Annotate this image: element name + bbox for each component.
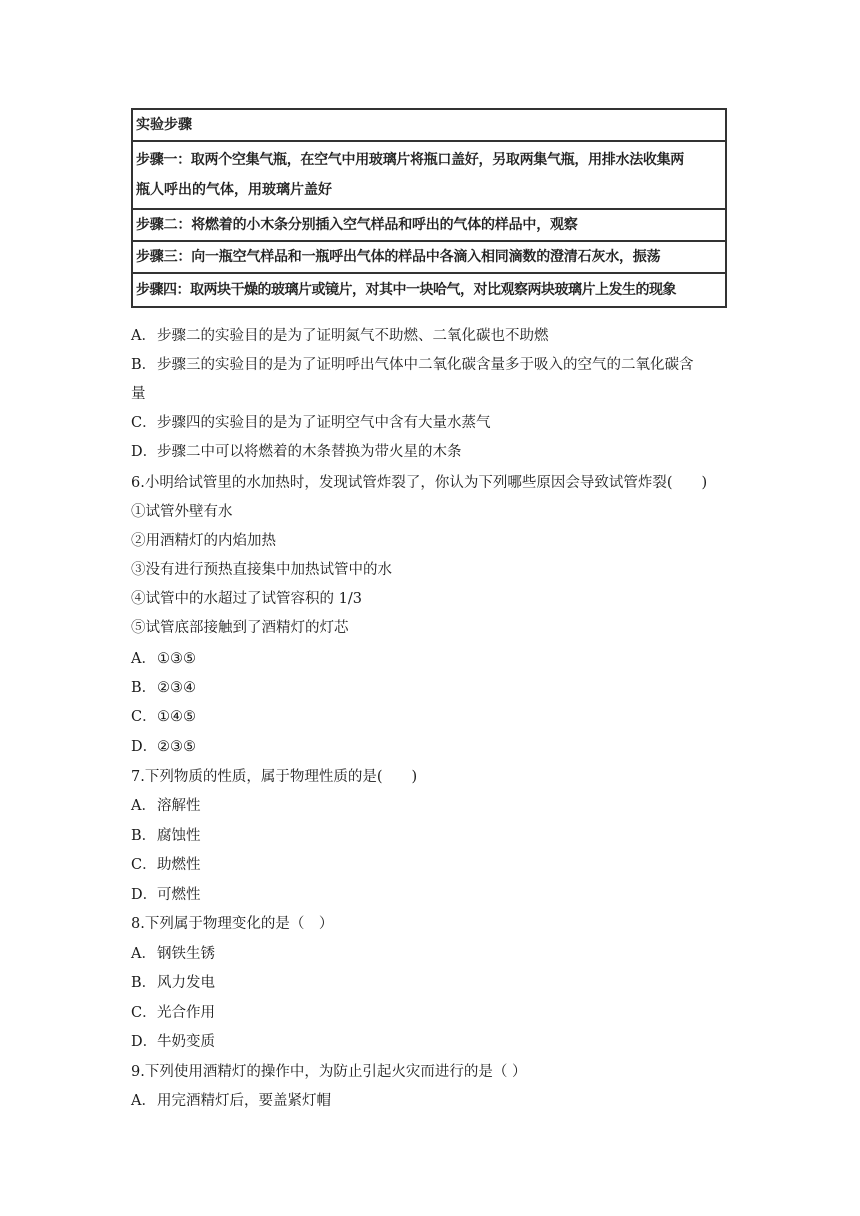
option-text: ②③④ [157,680,196,696]
option-letter: C． [131,1005,157,1021]
q9-stem: 9.下列使用酒精灯的操作中，为防止引起火灾而进行的是（ ） [131,1064,527,1080]
table-row [132,241,726,273]
option-letter: D． [131,739,158,755]
option-letter: A． [131,328,156,344]
experiment-steps-table [131,108,727,308]
step4-cell: 步骤四：取两块干燥的玻璃片或镜片，对其中一块哈气，对比观察两块玻璃片上发生的现象 [132,273,726,307]
q6-reason-3: ③没有进行预热直接集中加热试管中的水 [131,562,392,578]
option-text: 步骤三的实验目的是为了证明呼出气体中二氧化碳含量多于吸入的空气的二氧化碳含 [157,357,694,373]
option-letter: A． [131,946,156,962]
option-letter: B． [131,680,157,696]
option-letter: A． [131,651,156,667]
option-text: 步骤二的实验目的是为了证明氮气不助燃、二氧化碳也不助燃 [157,328,549,344]
step1-line1: 步骤一：取两个空集气瓶，在空气中用玻璃片将瓶口盖好，另取两集气瓶，用排水法收集两 [136,152,684,168]
q6-option-a [131,649,741,669]
q8-option-b [131,973,741,993]
option-text: 步骤四的实验目的是为了证明空气中含有大量水蒸气 [157,415,491,431]
q8-option-a [131,944,741,964]
q9-option-a [131,1091,741,1111]
option-text: 风力发电 [157,975,215,991]
option-letter: D． [131,1034,158,1050]
option-text: 钢铁生锈 [157,946,215,962]
option-text: 牛奶变质 [157,1034,215,1050]
q5-option-a [131,326,741,346]
option-letter: D． [131,887,158,903]
table-row [132,141,726,209]
option-text: 腐蚀性 [157,828,201,844]
option-letter: A． [131,798,156,814]
q7-option-d [131,885,741,905]
q6-reason-1: ①试管外壁有水 [131,504,233,520]
option-text: 溶解性 [157,798,201,814]
step3-cell: 步骤三：向一瓶空气样品和一瓶呼出气体的样品中各滴入相同滴数的澄清石灰水，振荡 [132,241,726,273]
q7-stem: 7.下列物质的性质，属于物理性质的是( ) [131,769,418,785]
table-row [132,273,726,307]
q7-option-c [131,855,741,875]
table-row [132,209,726,241]
option-letter: B． [131,357,157,373]
table-header-cell: 实验步骤 [132,109,726,141]
q6-option-b [131,678,741,698]
option-letter: C． [131,857,157,873]
option-letter: B． [131,828,157,844]
q8-stem: 8.下列属于物理变化的是（ ） [131,916,334,932]
q6-stem: 6.小明给试管里的水加热时，发现试管炸裂了，你认为下列哪些原因会导致试管炸裂( ) [131,475,708,491]
option-letter: A． [131,1093,156,1109]
q5-option-c [131,413,741,433]
q7-option-a [131,796,741,816]
option-text: 光合作用 [157,1005,215,1021]
q5-option-b [131,355,741,375]
table-row [132,109,726,141]
option-text: 助燃性 [157,857,201,873]
option-text: 用完酒精灯后，要盖紧灯帽 [157,1093,331,1109]
q6-option-d [131,737,741,757]
q7-option-b [131,826,741,846]
step1-cell [132,141,726,209]
q6-option-c [131,707,741,727]
q6-reason-2: ②用酒精灯的内焰加热 [131,533,276,549]
q5-option-b-continued: 量 [131,386,146,402]
q5-option-d [131,442,741,462]
option-text: 可燃性 [157,887,201,903]
option-text: ②③⑤ [157,739,196,755]
step1-line2: 瓶人呼出的气体，用玻璃片盖好 [136,182,332,198]
q8-option-d [131,1032,741,1052]
option-letter: C． [131,709,157,725]
option-text: ①③⑤ [157,651,196,667]
q6-reason-5: ⑤试管底部接触到了酒精灯的灯芯 [131,620,349,636]
option-text: ①④⑤ [157,709,196,725]
option-letter: B． [131,975,157,991]
option-text: 步骤二中可以将燃着的木条替换为带火星的木条 [157,444,462,460]
step2-cell: 步骤二：将燃着的小木条分别插入空气样品和呼出的气体的样品中，观察 [132,209,726,241]
q6-reason-4: ④试管中的水超过了试管容积的 1/3 [131,591,362,607]
option-letter: C． [131,415,157,431]
option-letter: D． [131,444,158,460]
q8-option-c [131,1003,741,1023]
